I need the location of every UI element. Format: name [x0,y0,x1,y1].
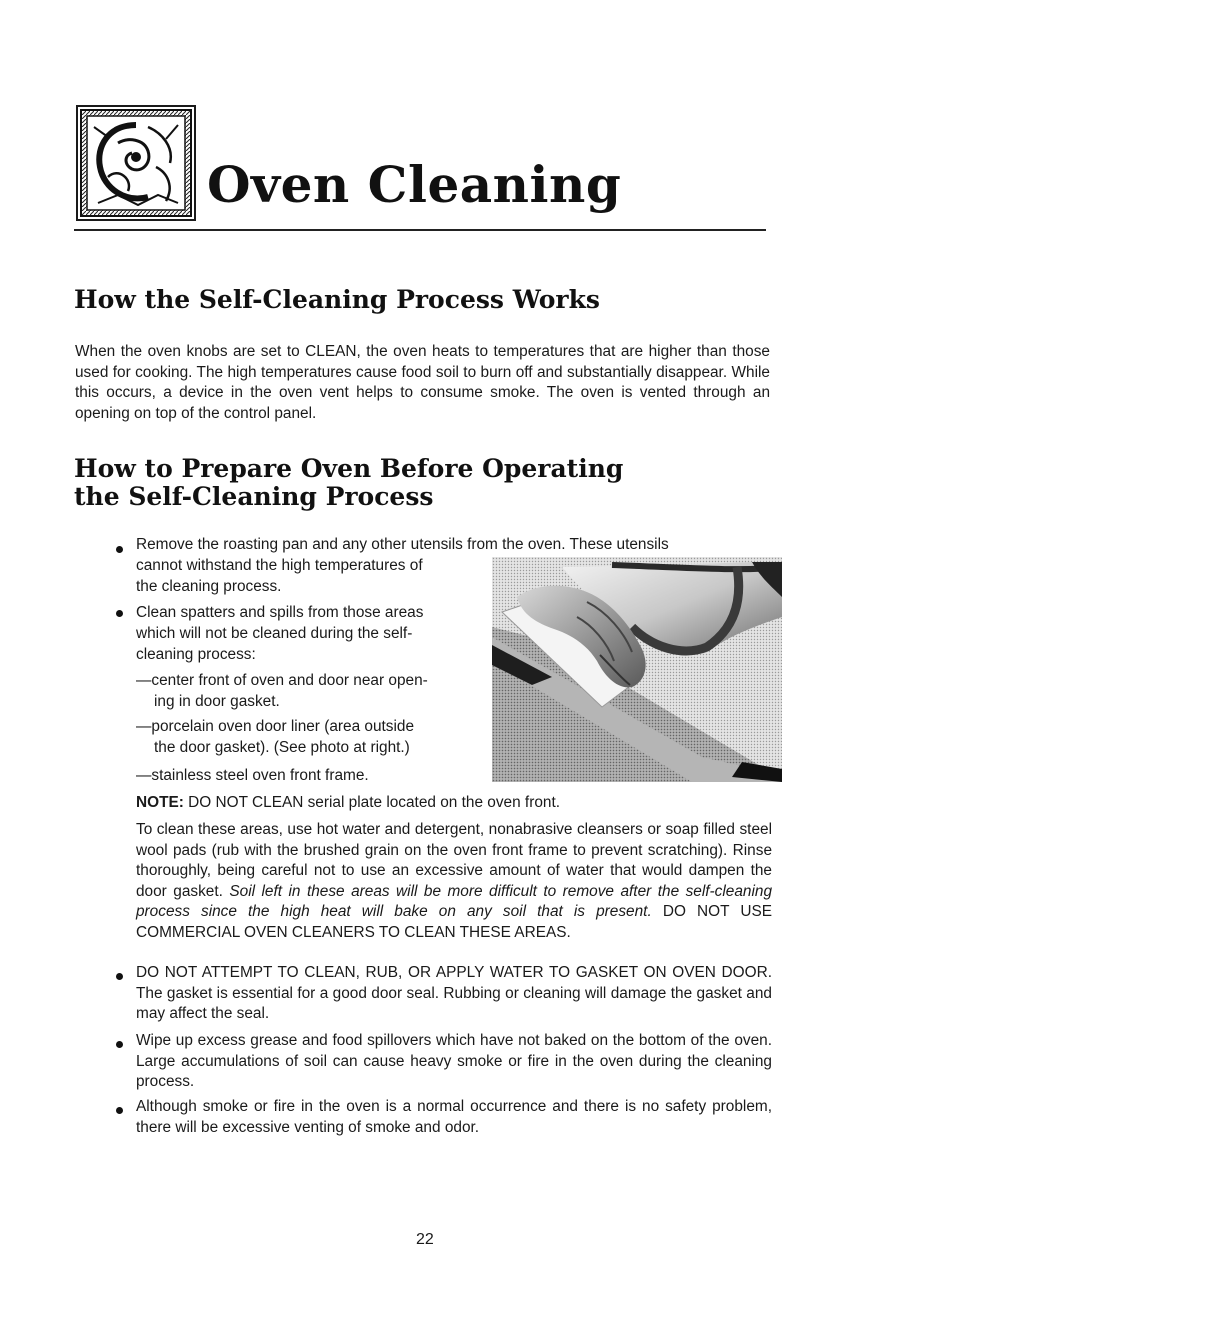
subitem-center-front-line1: —center front of oven and door near open- [136,672,428,689]
section-heading-prepare-oven [74,455,623,511]
bullet5-smoke-note: Although smoke or fire in the oven is a normal occurrence and there is no safety problem, there will be excessive venting of smoke and odor. [136,1098,772,1136]
heading-line-2: the Self-Cleaning Process [74,482,434,511]
subitem-center-front-line2: ing in door gasket. [154,693,280,710]
bullet-dot [116,546,123,553]
section-heading-how-it-works: How the Self-Cleaning Process Works [74,285,600,314]
cleaning-instructions-text: To clean these areas, use hot water and detergent, nonabrasive cleansers or soap filled steel wool pads (rub with the brushed grain on the oven front frame to prevent scratching). Rinse thoroughly, being careful not to use an excessive amount of water that would dampen the door gasket. [136,821,772,900]
bullet4-wipe-grease: Wipe up excess grease and food spillovers which have not baked on the bottom of the oven. Large accumulations of soil can cause heavy smoke or fire in the oven during the cleaning process. [136,1032,772,1090]
page-number: 22 [416,1231,434,1248]
hand-wiping-oven-door-photo-icon [492,557,782,782]
title-divider [74,229,766,231]
cleaning-instructions-paragraph [136,820,772,943]
bullet1-line3: the cleaning process. [136,578,282,595]
cleaning-warning-italic: Soil left in these areas will be more difficult to remove after the self-cleaning process since the high heat will bake on any soil that is present. [136,882,773,920]
bullet-dot [116,973,123,980]
bullet-dot [116,1107,123,1114]
bullet2-line1: Clean spatters and spills from those areas [136,604,424,621]
subitem-porcelain-liner-line1: —porcelain oven door liner (area outside [136,718,415,735]
note-label: NOTE: [136,794,184,811]
subitem-porcelain-liner-line2: the door gasket). (See photo at right.) [154,739,410,756]
note-line [136,793,560,814]
page-title: Oven Cleaning [207,155,622,214]
note-text: DO NOT CLEAN serial plate located on the oven front. [183,794,561,811]
decorative-ornament-icon [76,105,196,221]
heading-line-1: How to Prepare Oven Before Operating [74,454,624,483]
intro-paragraph: When the oven knobs are set to CLEAN, the oven heats to temperatures that are higher than those used for cooking. The high temperatures cause food soil to burn off and substantially disappear. While this occurs, a device in the oven vent helps to consume smoke. The oven is vented through an opening on top of the control panel. [75,343,770,422]
cleaning-caps-warning: DO NOT USE COMMERCIAL OVEN CLEANERS TO CLEAN THESE AREAS. [136,903,772,941]
bullet1-line1: Remove the roasting pan and any other utensils from the oven. These utensils [136,536,669,553]
bullet2-line2: which will not be cleaned during the self- [136,625,413,642]
bullet3-gasket-warning: DO NOT ATTEMPT TO CLEAN, RUB, OR APPLY WATER TO GASKET ON OVEN DOOR. The gasket is essential for a good door seal. Rubbing or cleaning will damage the gasket and may affect the seal. [136,964,772,1022]
bullet-dot [116,610,123,617]
bullet2-line3: cleaning process: [136,646,256,663]
subitem-stainless-frame: —stainless steel oven front frame. [136,767,369,784]
bullet1-line2: cannot withstand the high temperatures of [136,557,423,574]
bullet-dot [116,1041,123,1048]
